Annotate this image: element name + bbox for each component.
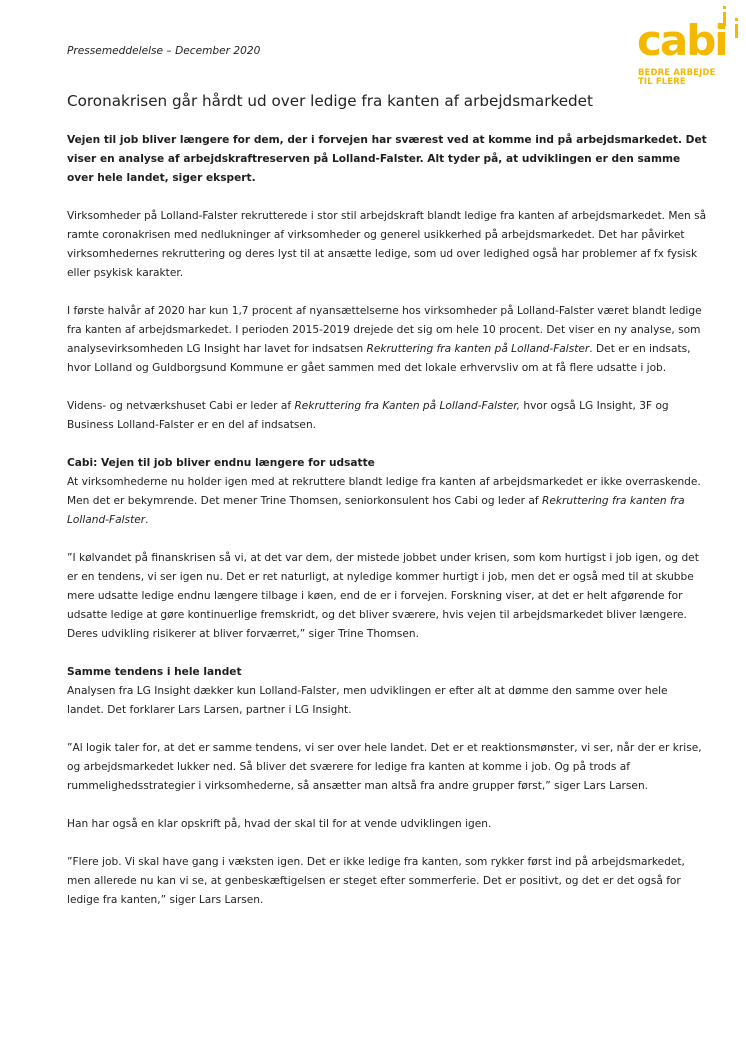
section-2-paragraph-2: ”Al logik taler for, at det er samme tendens, vi ser over hele landet. Det er et reaktionsmønster, vi ser, når der er krise, og arbejdsmarkedet lukker ned. Så bliver det sværere for ledige fra kanten at komme i job. Og på trods af rummelighedsstrategier i virksomhederne, så ansætter man altså fra andre grupper først,” siger Lars Larsen. (67, 742, 702, 792)
logo-wordmark: cabi (637, 16, 727, 65)
paragraph-3 (67, 397, 707, 435)
cabi-logo (637, 4, 746, 94)
paragraph-2-emphasis: Rekruttering fra kanten på Lolland-Falster (366, 343, 590, 355)
section-1-paragraph-2: ”I kølvandet på finanskrisen så vi, at det var dem, der mistede jobbet under krisen, som kom hurtigst i job igen, og det er en tendens, vi ser igen nu. Det er ret naturligt, at nyledige kommer hurtigt i job, men det er også med til at skubbe mere udsatte ledige endnu længere tilbage i køen, end de er i forvejen. Forskning viser, at det er helt afgørende for udsatte ledige at gøre kontinuerlige fremskridt, og det bliver sværere, hvis vejen til arbejdsmarkedet bliver længere. Deres udvikling risikerer at bliver forværret,” siger Trine Thomsen. (67, 552, 699, 640)
dateline: Pressemeddelelse – December 2020 (67, 45, 261, 57)
paragraph-3-emphasis: Rekruttering fra Kanten på Lolland-Falster, (294, 400, 520, 412)
section-2-paragraph-3: Han har også en klar opskrift på, hvad der skal til for at vende udviklingen igen. (67, 818, 492, 830)
section-1-heading: Cabi: Vejen til job bliver endnu længere for udsatte (67, 457, 375, 469)
page-title: Coronakrisen går hårdt ud over ledige fra kanten af arbejdsmarkedet (67, 92, 593, 110)
logo-tagline (638, 68, 716, 86)
section-2-paragraph-4: ”Flere job. Vi skal have gang i væksten igen. Det er ikke ledige fra kanten, som rykker først ind på arbejdsmarkedet, men allerede nu kan vi se, at genbeskæftigelsen er steget efter sommerferie. Det er positivt, og det er det også for ledige fra kanten,” siger Lars Larsen. (67, 856, 685, 906)
section-1-paragraph-1-text-a: At virksomhederne nu holder igen med at rekruttere blandt ledige fra kanten af arbejdsmarkedet er ikke overraskende. Men det er bekymrende. Det mener Trine Thomsen, seniorkonsulent hos Cabi og leder af (67, 476, 701, 507)
section-1-paragraph-1 (67, 473, 707, 530)
paragraph-1: Virksomheder på Lolland-Falster rekrutterede i stor stil arbejdskraft blandt ledige fra kanten af arbejdsmarkedet. Men så ramte coronakrisen med nedlukninger af virksomheder og generel usikkerhed på arbejdsmarkedet. Det har påvirket virksomhedernes rekruttering og deres lyst til at ansætte ledige, som ud over ledighed også har problemer af fx fysisk eller psykisk karakter. (67, 210, 707, 279)
paragraph-2-text-a: I første halvår af 2020 har kun 1,7 procent af nyansættelserne hos virksomheder på Lolland-Falster været blandt ledige fra kanten af arbejdsmarkedet. I perioden 2015-2019 drejede det sig om hele 10 procent. Det viser en ny analyse, som analysevirksomheden LG Insight har lavet for indsatsen (67, 305, 702, 355)
section-2-paragraph-1: Analysen fra LG Insight dækker kun Lolland-Falster, men udviklingen er efter alt at dømme den samme over hele landet. Det forklarer Lars Larsen, partner i LG Insight. (67, 685, 668, 716)
section-2-heading: Samme tendens i hele landet (67, 666, 242, 678)
paragraph-3-text-a: Videns- og netværkshuset Cabi er leder af (67, 400, 295, 412)
paragraph-2 (67, 302, 707, 378)
logo-tagline-line-1: BEDRE ARBEJDE (638, 67, 716, 77)
paragraph-2-text-b: . Det er en indsats, hvor Lolland og Guldborgsund Kommune er gået sammen med det lokale erhvervsliv om at få flere udsatte i job. (67, 343, 691, 374)
paragraph-3-text-b: hvor også LG Insight, 3F og Business Lolland-Falster er en del af indsatsen. (67, 400, 669, 431)
logo-tagline-line-2: TIL FLERE (638, 76, 686, 86)
section-1-paragraph-1-emphasis: Rekruttering fra kanten fra Lolland-Falster (67, 495, 685, 526)
section-1-paragraph-1-text-b: . (145, 514, 149, 526)
lead-paragraph: Vejen til job bliver længere for dem, der i forvejen har sværest ved at komme ind på arbejdsmarkedet. Det viser en analyse af arbejdskraftreserven på Lolland-Falster. Alt tyder på, at udviklingen er den samme over hele landet, siger ekspert. (67, 134, 707, 184)
article-body (67, 131, 707, 929)
